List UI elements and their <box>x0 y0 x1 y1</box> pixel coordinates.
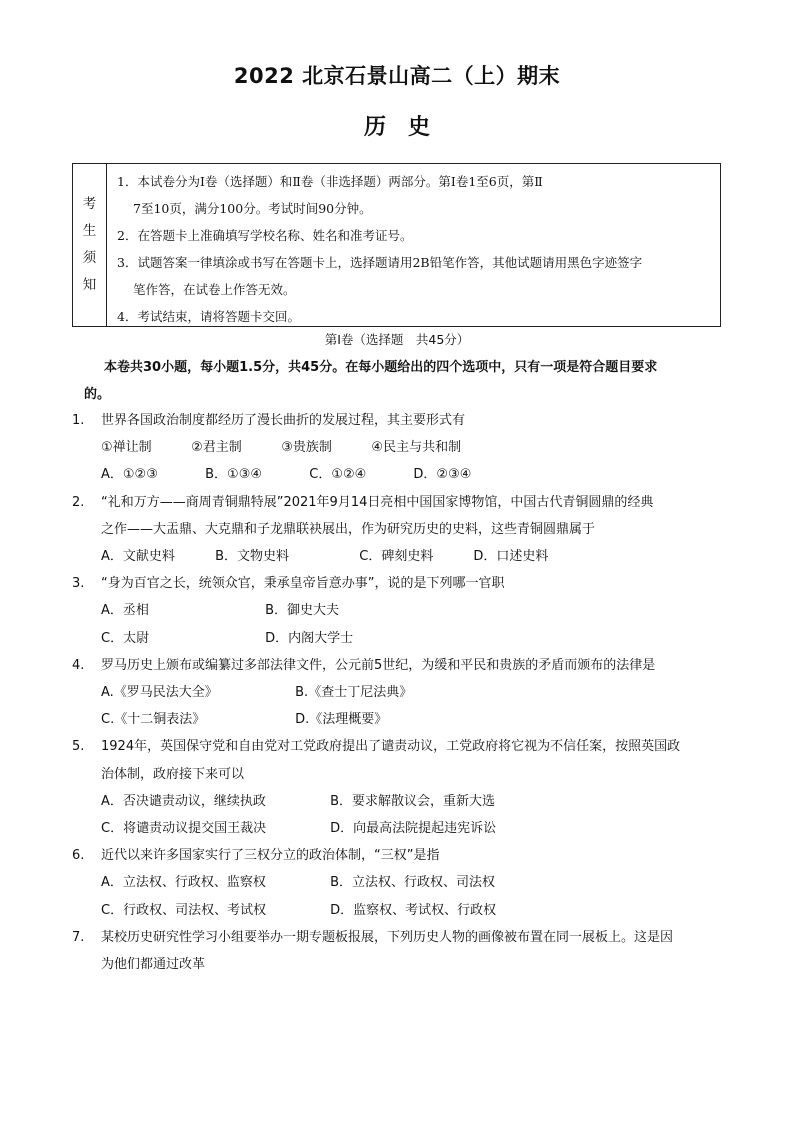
stem-line: 罗马历史上颁布或编纂过多部法律文件，公元前5世纪，为缓和平民和贵族的矛盾而颁布的法律是 <box>101 657 656 673</box>
question-5 <box>72 733 732 842</box>
option-b[interactable]: B．文物史料 <box>215 549 290 565</box>
exam-title: 2022 北京石景山高二（上）期末 <box>233 64 561 88</box>
option-row <box>101 625 732 652</box>
sub-item: ④民主与共和制 <box>371 440 462 456</box>
notice-label-char: 生 <box>82 223 97 239</box>
option-b[interactable]: B．御史大夫 <box>265 603 340 619</box>
candidate-notice-box <box>72 163 721 327</box>
sub-item: ②君主制 <box>191 440 242 456</box>
stem-line: 某校历史研究性学习小组要举办一期专题板报展，下列历史人物的画像被布置在同一展板上。这是因 <box>101 929 674 945</box>
question-stem <box>101 489 732 543</box>
stem-line: 1924年，英国保守党和自由党对工党政府提出了谴责动议，工党政府将它视为不信任案，按照英国政 <box>101 739 681 755</box>
option-row <box>101 543 732 570</box>
option-b[interactable]: B．①③④ <box>205 467 263 483</box>
option-row <box>101 815 732 842</box>
question-stem <box>101 570 732 597</box>
question-3 <box>72 570 732 652</box>
notice-label-char: 须 <box>82 250 97 266</box>
instructions-line: 的。 <box>84 387 111 402</box>
option-c[interactable]: C．行政权、司法权、考试权 <box>101 902 267 918</box>
question-number: 4. <box>72 657 85 673</box>
sub-item: ③贵族制 <box>281 440 332 456</box>
notice-line: 7至10页，满分100分。考试时间90分钟。 <box>133 201 372 216</box>
option-row <box>101 597 732 624</box>
option-row <box>101 869 732 896</box>
option-row <box>101 788 732 815</box>
option-row <box>101 706 732 733</box>
option-a[interactable]: A．否决谴责动议，继续执政 <box>101 793 266 809</box>
option-a[interactable]: A．①②③ <box>101 467 158 483</box>
option-d[interactable]: D.《法理概要》 <box>295 712 388 728</box>
question-number: 2. <box>72 494 85 510</box>
option-a[interactable]: A．文献史料 <box>101 549 175 565</box>
option-d[interactable]: D．②③④ <box>413 467 472 483</box>
stem-line: 近代以来许多国家实行了三权分立的政治体制，“三权”是指 <box>101 848 440 864</box>
option-a[interactable]: A．丞相 <box>101 603 149 619</box>
question-2 <box>72 489 732 571</box>
section-heading: 第Ⅰ卷（选择题 共45分） <box>324 332 470 347</box>
option-b[interactable]: B.《查士丁尼法典》 <box>295 685 413 701</box>
notice-body <box>117 168 717 330</box>
question-stem <box>101 733 732 787</box>
sub-item: ①禅让制 <box>101 440 152 456</box>
question-number: 7. <box>72 929 85 945</box>
option-d[interactable]: D．口述史料 <box>473 549 549 565</box>
option-b[interactable]: B．立法权、行政权、司法权 <box>330 875 496 891</box>
option-c[interactable]: C．将谴责动议提交国王裁决 <box>101 821 267 837</box>
sub-item-row <box>101 434 732 461</box>
option-c[interactable]: C．碑刻史料 <box>359 549 434 565</box>
instructions-line: 本卷共30小题，每小题1.5分，共45分。在每小题给出的四个选项中，只有一项是符合题目要求 <box>104 360 658 375</box>
stem-line: 世界各国政治制度都经历了漫长曲折的发展过程，其主要形式有 <box>101 413 466 428</box>
question-6 <box>72 842 732 924</box>
notice-line: 3．试题答案一律填涂或书写在答题卡上，选择题请用2B铅笔作答，其他试题请用黑色字迹签字 <box>117 255 643 270</box>
question-stem <box>101 652 732 679</box>
stem-line: 之作——大盂鼎、大克鼎和子龙鼎联袂展出，作为研究历史的史料，这些青铜圆鼎属于 <box>101 521 596 537</box>
option-a[interactable]: A．立法权、行政权、监察权 <box>101 875 266 891</box>
stem-line: “身为百官之长，统领众官，秉承皇帝旨意办事”，说的是下列哪一官职 <box>101 576 505 592</box>
question-number: 5. <box>72 739 85 755</box>
option-row <box>101 461 732 488</box>
option-d[interactable]: D．监察权、考试权、行政权 <box>330 902 497 918</box>
section-instructions <box>84 354 724 408</box>
notice-label-char: 知 <box>82 277 97 293</box>
option-row <box>101 897 732 924</box>
option-row <box>101 679 732 706</box>
question-1 <box>72 407 732 489</box>
question-stem <box>101 924 732 978</box>
option-d[interactable]: D．内阁大学士 <box>265 630 354 646</box>
stem-line: 为他们都通过改革 <box>101 957 206 973</box>
notice-line: 1．本试卷分为Ⅰ卷（选择题）和Ⅱ卷（非选择题）两部分。第Ⅰ卷1至6页，第Ⅱ <box>117 174 543 189</box>
question-4 <box>72 652 732 734</box>
stem-line: 治体制，政府接下来可以 <box>101 766 245 782</box>
question-number: 1. <box>72 413 85 428</box>
notice-label-char: 考 <box>82 196 97 212</box>
option-c[interactable]: C.《十二铜表法》 <box>101 712 206 728</box>
question-number: 6. <box>72 848 85 864</box>
question-list <box>72 407 732 978</box>
question-number: 3. <box>72 576 85 592</box>
option-a[interactable]: A.《罗马民法大全》 <box>101 685 218 701</box>
option-b[interactable]: B．要求解散议会，重新大选 <box>330 793 496 809</box>
subject-title: 历 史 <box>363 115 430 140</box>
option-c[interactable]: C．①②④ <box>309 467 367 483</box>
question-stem <box>101 842 732 869</box>
notice-line: 笔作答，在试卷上作答无效。 <box>133 282 296 297</box>
notice-label <box>73 164 107 326</box>
option-c[interactable]: C．太尉 <box>101 630 150 646</box>
question-stem <box>101 407 732 434</box>
option-d[interactable]: D．向最高法院提起违宪诉讼 <box>330 821 497 837</box>
notice-line: 4．考试结束，请将答题卡交回。 <box>117 309 300 324</box>
question-7 <box>72 924 732 978</box>
notice-line: 2．在答题卡上准确填写学校名称、姓名和准考证号。 <box>117 228 413 243</box>
stem-line: “礼和万方——商周青铜鼎特展”2021年9月14日亮相中国国家博物馆，中国古代青铜圆鼎的经典 <box>101 494 654 510</box>
